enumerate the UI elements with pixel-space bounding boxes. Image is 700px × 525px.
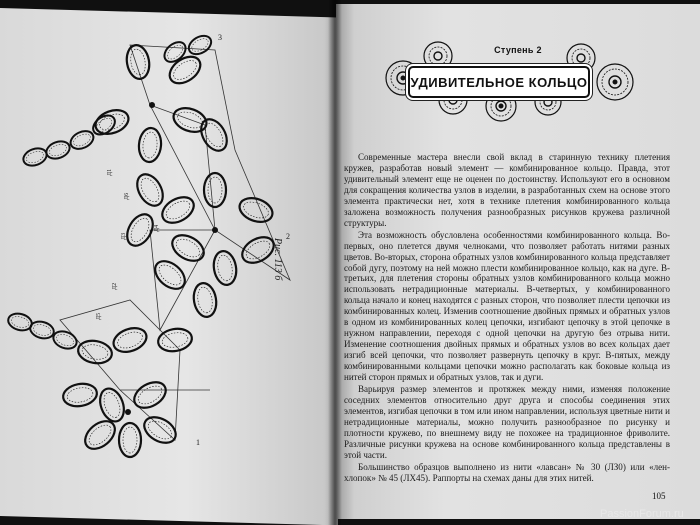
figure-number-top: 3: [218, 33, 222, 42]
chain-upper-left: [21, 32, 214, 169]
chapter-title: УДИВИТЕЛЬНОЕ КОЛЬЦО: [410, 74, 588, 90]
ring-label: Д3: [121, 232, 127, 240]
ring-label: Д6: [124, 192, 130, 200]
flower-center: [122, 170, 278, 319]
flower-bottom: [61, 377, 180, 457]
page-number: 105: [652, 491, 666, 501]
ring-label: Д4: [154, 224, 160, 232]
body-text: [344, 152, 670, 484]
step-label: Ступень 2: [494, 45, 542, 55]
figure-caption: Рис. 113 б: [272, 238, 283, 281]
ring-label: Д5: [96, 312, 102, 320]
paragraph: Большинство образцов выполнено из нити «лавсан» № 30 (ЛЗ0) или «лен-хлопок» № 45 (ЛХ45). Раппорты на схемах даны для этих нитей.: [344, 461, 670, 483]
figure-number-right: 2: [286, 232, 290, 241]
flower-top: [92, 43, 232, 163]
paragraph: Эта возможность обусловлена особенностями комбинированного кольца. Во-первых, оно плетется двумя челноками, что позволяет работать нитями разных цветов. Во-вторых, сторона обратных узлов комбинированного кольца представляет собой дугу, поэтому на ней можно плести комбинированное кольцо, как на дуге. В-третьих, для плетения стороны обратных узлов комбинированного кольца можно использовать нетрадиционные материалы. В-четвертых, у комбинированного кольца начало и конец находятся с разных сторон, что позволяет плести цепочки из комбинированных колец. Изменив соотношение двойных прямых и обратных узлов в одном из комбинированных колец цепочки, изгибают цепочку в этой цепочке в нужном направлении, переходя с одной цепочки на другую без отрыва нити. Изменение соотношения двойных прямых и обратных узлов во всех кольцах дает изгиб всей цепочки, что позволяет развернуть цепочку в круг. В-пятых, между комбинированными кольцами цепочки можно располагать как боковые кольца из нитей сторон прямых и обратных узлов, так и дуги.: [344, 229, 670, 383]
tatting-diagram: [0, 0, 340, 525]
watermark: PassionForum.ru: [600, 508, 684, 520]
chapter-title-box: [408, 66, 590, 98]
ring-label: Д2: [112, 282, 118, 290]
ring-label: Д1: [107, 168, 113, 176]
paragraph: Варьируя размер элементов и протяжек между ними, изменяя положение соседних элементов относительно друг друга и способы соединения этих элементов, изгибая цепочки в том или ином направлении, используя цветные нити и нетрадиционные материалы, можно получить разнообразное по рисунку и плотности кружево, по внешнему виду не похожее на традиционное фриволите. Различные рисунки кружева на основе комбинированного кольца представлены в этой части.: [344, 384, 670, 460]
paragraph: Современные мастера внесли свой вклад в старинную технику плетения кружев, разработав новый элемент — комбинированное кольцо. Правда, этот удивительный элемент еще не оценен по достоинству. Используют его в основном для сокращения количества узлов в изделии, в разработанных схем на основе этого элемента практически нет, хотя в технике плетения комбинированного кольца заложена возможность получения разнообразных рисунков кружева различной структуры.: [344, 152, 670, 228]
figure-number-bottom: 1: [196, 438, 200, 447]
